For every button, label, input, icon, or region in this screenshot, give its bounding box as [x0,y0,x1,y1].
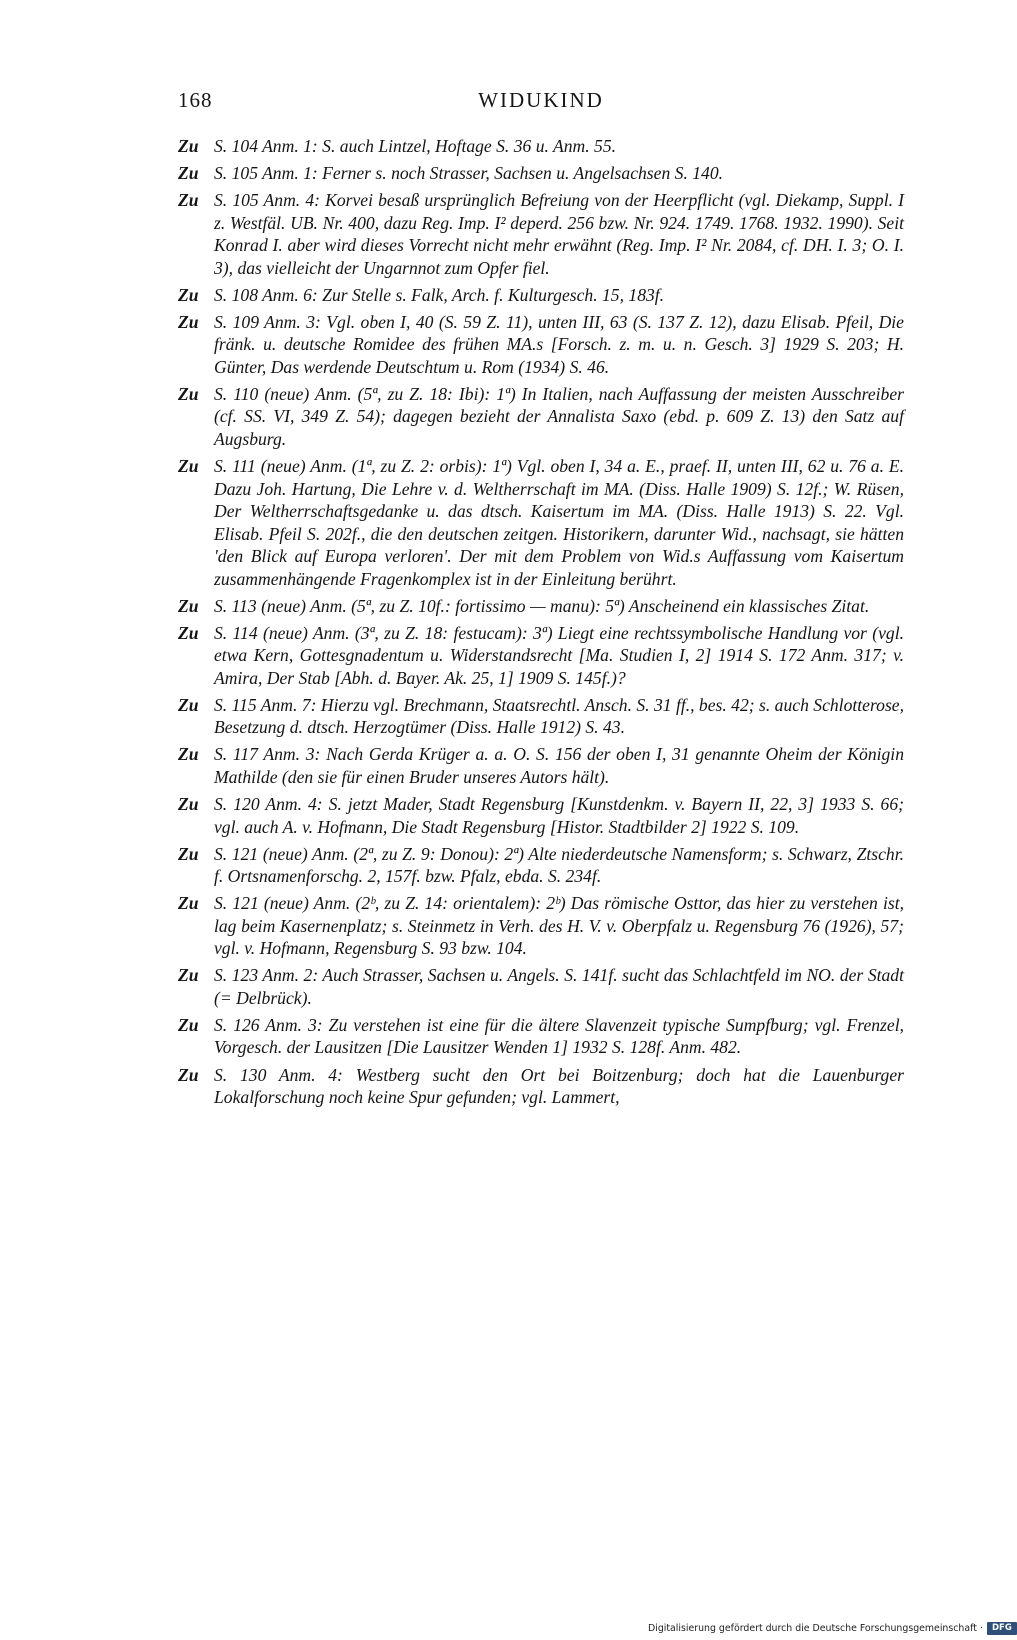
note-text: S. 114 (neue) Anm. (3ª, zu Z. 18: festucam): 3ª) Liegt eine rechtssymbolische Handlung vor (vgl. etwa Kern, Gottesgnadentum u. Widerstandsrecht [Ma. Studien I, 2] 1914 S. 172 Anm. 317; v. Amira, Der Stab [Abh. d. Bayer. Ak. 25, 1] 1909 S. 145f.)? [214,622,904,688]
note-text: S. 109 Anm. 3: Vgl. oben I, 40 (S. 59 Z. 11), unten III, 63 (S. 137 Z. 12), dazu Elisab. Pfeil, Die fränk. u. deutsche Romidee des frühen MA.s [Forsch. z. m. u. n. Gesch. 3] 1929 S. 203; H. Günter, Das werdende Deutschtum u. Rom (1934) S. 46. [214,311,904,377]
note-entry [178,162,904,185]
note-entry [178,793,904,838]
notes-list [178,135,904,1113]
note-text: S. 108 Anm. 6: Zur Stelle s. Falk, Arch. f. Kulturgesch. 15, 183f. [214,284,665,305]
note-entry [178,595,904,618]
note-prefix: Zu [178,1064,199,1085]
note-prefix: Zu [178,284,199,305]
note-entry [178,743,904,788]
note-text: S. 126 Anm. 3: Zu verstehen ist eine für die ältere Slavenzeit typische Sumpfburg; vgl. Frenzel, Vorgesch. der Lausitzen [Die Lausitzer Wenden 1] 1932 S. 128f. Anm. 482. [214,1014,904,1058]
note-text: S. 113 (neue) Anm. (5ª, zu Z. 10f.: fortissimo — manu): 5ª) Anscheinend ein klassisches Zitat. [214,595,870,616]
note-prefix: Zu [178,843,199,864]
note-prefix: Zu [178,163,199,184]
page-header [178,88,904,116]
note-entry [178,964,904,1009]
note-prefix: Zu [178,595,199,616]
note-prefix: Zu [178,1014,199,1035]
footer [648,1621,1017,1635]
note-prefix: Zu [178,311,199,332]
note-text: S. 121 (neue) Anm. (2ª, zu Z. 9: Donou): 2ª) Alte niederdeutsche Namensform; s. Schwarz, Ztschr. f. Ortsnamenforschg. 2, 157f. bzw. Pfalz, ebda. S. 234f. [214,843,904,887]
note-entry [178,135,904,158]
note-text: S. 115 Anm. 7: Hierzu vgl. Brechmann, Staatsrechtl. Ansch. S. 31 ff., bes. 42; s. auch Schlotterose, Besetzung d. dtsch. Herzogtümer (Diss. Halle 1912) S. 43. [214,694,904,738]
note-entry [178,189,904,279]
note-entry [178,892,904,960]
note-prefix: Zu [178,622,199,643]
note-text: S. 121 (neue) Anm. (2ᵇ, zu Z. 14: orientalem): 2ᵇ) Das römische Osttor, das hier zu verstehen ist, lag beim Kasernenplatz; s. Steinmetz in Verh. des H. V. v. Oberpfalz u. Regensburg 76 (1926), 57; vgl. v. Hofmann, Regensburg S. 93 bzw. 104. [214,893,904,959]
note-entry [178,622,904,690]
note-entry [178,1014,904,1059]
note-entry [178,455,904,590]
note-text: S. 123 Anm. 2: Auch Strasser, Sachsen u. Angels. S. 141f. sucht das Schlachtfeld im NO. der Stadt (= Delbrück). [214,965,904,1008]
dfg-logo: DFG [987,1622,1017,1635]
note-text: S. 105 Anm. 1: Ferner s. noch Strasser, Sachsen u. Angelsachsen S. 140. [214,163,724,184]
note-prefix: Zu [178,744,199,765]
note-prefix: Zu [178,794,199,815]
note-prefix: Zu [178,456,199,477]
note-text: S. 120 Anm. 4: S. jetzt Mader, Stadt Regensburg [Kunstdenkm. v. Bayern II, 22, 3] 1933 S. 66; vgl. auch A. v. Hofmann, Die Stadt Regensburg [Histor. Stadtbilder 2] 1922 S. 109. [214,794,904,837]
note-text: S. 110 (neue) Anm. (5ª, zu Z. 18: Ibi): 1ª) In Italien, nach Auffassung der meisten Ausschreiber (cf. SS. VI, 349 Z. 54); dagegen bezieht der Annalista Saxo (ebd. p. 609 Z. 13) den Satz auf Augsburg. [214,383,904,449]
note-prefix: Zu [178,190,199,211]
note-entry [178,284,904,307]
note-entry [178,1064,904,1109]
note-prefix: Zu [178,965,199,986]
note-prefix: Zu [178,694,199,715]
note-prefix: Zu [178,893,199,914]
note-entry [178,383,904,451]
note-text: S. 130 Anm. 4: Westberg sucht den Ort bei Boitzenburg; doch hat die Lauenburger Lokalforschung noch keine Spur gefunden; vgl. Lammert, [214,1064,904,1107]
page-number: 168 [178,88,213,112]
note-entry [178,843,904,888]
note-entry [178,311,904,379]
note-text: S. 117 Anm. 3: Nach Gerda Krüger a. a. O. S. 156 der oben I, 31 genannte Oheim der Königin Mathilde (den sie für einen Bruder unseres Autors hält). [214,744,904,787]
note-entry [178,694,904,739]
note-prefix: Zu [178,383,199,404]
note-prefix: Zu [178,136,199,156]
note-text: S. 104 Anm. 1: S. auch Lintzel, Hoftage S. 36 u. Anm. 55. [214,136,617,156]
running-title: WIDUKIND [478,88,604,112]
funding-credit: Digitalisierung gefördert durch die Deutsche Forschungsgemeinschaft · [648,1622,983,1634]
note-text: S. 111 (neue) Anm. (1ª, zu Z. 2: orbis): 1ª) Vgl. oben I, 34 a. E., praef. II, unten III, 62 u. 76 a. E. Dazu Joh. Hartung, Die Lehre v. d. Weltherrschaft im MA. (Diss. Halle 1909) S. 12f.; W. Rüsen, Der Weltherrschaftsgedanke u. das dtsch. Kaisertum im MA. (Diss. Halle 1913) S. 22. Vgl. Elisab. Pfeil S. 202f., die den deutschen zeitgen. Historikern, darunter Wid., nachsagt, sie hätten 'den Blick auf Europa verloren'. Der mit dem Problem von Wid.s Auffassung vom Kaisertum zusammenhängende Fragenkomplex ist in der Einleitung berührt. [214,456,904,589]
note-text: S. 105 Anm. 4: Korvei besaß ursprünglich Befreiung von der Heerpflicht (vgl. Diekamp, Suppl. I z. Westfäl. UB. Nr. 400, dazu Reg. Imp. I² deperd. 256 bzw. Nr. 924. 1749. 1768. 1932. 1990). Seit Konrad I. aber wird dieses Vorrecht nicht mehr erwähnt (Reg. Imp. I² Nr. 2084, cf. DH. I. 3; O. I. 3), das vielleicht der Ungarnnot zum Opfer fiel. [214,190,904,278]
